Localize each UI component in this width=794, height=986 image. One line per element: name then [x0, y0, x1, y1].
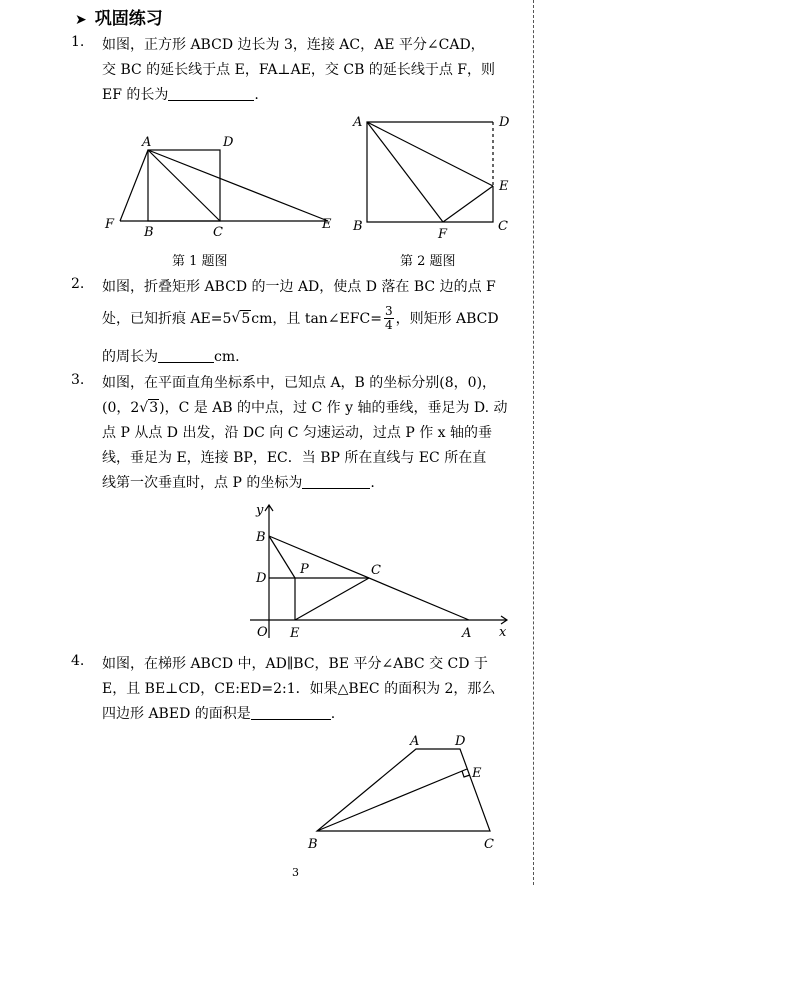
q3-label-x: x	[499, 625, 507, 640]
q2-line3-pre: 的周长为	[102, 349, 158, 365]
q3-line5-post: .	[370, 475, 375, 491]
q2-number: 2.	[71, 276, 85, 292]
q4-label-e: E	[472, 766, 482, 781]
q2-line2-mid: cm，且 tan∠EFC=	[251, 311, 382, 327]
q1-answer-blank	[168, 86, 254, 101]
page-number: 3	[292, 866, 299, 879]
q3-line5	[102, 472, 375, 492]
q1-line1: 如图，正方形 ABCD 边长为 3，连接 AC，AE 平分∠CAD，	[102, 37, 485, 53]
sqrt-sign: √	[139, 400, 149, 416]
q4-line2: E，且 BE⊥CD，CE:ED=2:1．如果△BEC 的面积为 2，那么	[102, 681, 496, 697]
q1-caption: 第 1 题图	[172, 254, 228, 269]
q2-fraction	[384, 305, 394, 332]
sqrt-sign: √	[231, 310, 241, 326]
q4-label-b: B	[308, 837, 318, 852]
q2-frac-numerator: 3	[384, 303, 393, 318]
q2-answer-blank	[158, 348, 214, 363]
q2-label-f: F	[438, 227, 448, 242]
q3-line3: 点 P 从点 D 出发，沿 DC 向 C 匀速运动，过点 P 作 x 轴的垂	[102, 425, 493, 441]
q3-line2-pre: (0，2	[102, 400, 140, 416]
q2-label-a: A	[353, 115, 363, 130]
q2-sqrt-radicand: 5	[241, 310, 251, 327]
q3-line5-pre: 线第一次垂直时，点 P 的坐标为	[102, 475, 303, 491]
q3-label-p: P	[300, 562, 309, 577]
q1-figure	[100, 130, 340, 240]
q3-label-e: E	[290, 626, 300, 641]
q1-label-f: F	[105, 217, 115, 232]
q4-label-d: D	[455, 734, 466, 749]
arrow-icon: ➤	[75, 12, 87, 28]
q1-label-d: D	[223, 135, 234, 150]
column-divider	[533, 0, 534, 885]
q3-label-b: B	[256, 530, 266, 545]
q4-number: 4.	[71, 653, 85, 669]
q2-line2-pre: 处，已知折痕 AE=5	[102, 311, 232, 327]
q3-line4: 线，垂足为 E，连接 BP，EC．当 BP 所在直线与 EC 所在直	[102, 450, 487, 466]
q4-line1: 如图，在梯形 ABCD 中，AD∥BC，BE 平分∠ABC 交 CD 于	[102, 656, 488, 672]
q2-line2	[102, 300, 499, 336]
q3-label-d: D	[256, 571, 267, 586]
q2-line1: 如图，折叠矩形 ABCD 的一边 AD，使点 D 落在 BC 边的点 F	[102, 279, 496, 295]
q3-line2	[102, 397, 508, 417]
q3-answer-blank	[302, 474, 370, 489]
q1-line3	[102, 84, 259, 104]
q1-line3-post: .	[254, 87, 259, 103]
q2-label-b: B	[353, 219, 363, 234]
q1-line3-pre: EF 的长为	[102, 87, 169, 103]
q2-figure	[350, 110, 520, 240]
q3-label-o: O	[257, 625, 268, 640]
q1-line2: 交 BC 的延长线于点 E，FA⊥AE，交 CB 的延长线于点 F，则	[102, 62, 495, 78]
q4-answer-blank	[251, 705, 331, 720]
q2-caption: 第 2 题图	[400, 254, 456, 269]
q4-label-c: C	[484, 837, 494, 852]
q2-line3-post: cm.	[214, 349, 240, 365]
section-title-text: 巩固练习	[94, 9, 163, 29]
q2-line3	[102, 346, 240, 366]
q3-label-c: C	[371, 563, 381, 578]
q3-line2-post: )，C 是 AB 的中点，过 C 作 y 轴的垂线，垂足为 D. 动	[159, 400, 508, 416]
q3-figure	[245, 500, 515, 640]
q4-line3-post: .	[330, 706, 336, 722]
q1-label-e: E	[322, 217, 332, 232]
q3-label-y: y	[256, 503, 264, 518]
q3-sqrt-radicand: 3	[149, 400, 159, 416]
q2-line2-post: ，则矩形 ABCD	[395, 311, 499, 327]
q2-label-e: E	[499, 179, 509, 194]
q1-label-b: B	[144, 225, 154, 240]
q4-line3	[102, 703, 335, 723]
q1-number: 1.	[71, 34, 85, 50]
q2-frac-denominator: 4	[384, 317, 393, 332]
q4-figure	[300, 728, 510, 856]
q3-label-a: A	[462, 626, 472, 641]
q1-label-a: A	[142, 135, 152, 150]
q3-line1: 如图，在平面直角坐标系中，已知点 A，B 的坐标分别(8，0)，	[102, 375, 497, 391]
q3-number: 3.	[71, 372, 85, 388]
section-title	[75, 4, 163, 29]
q2-label-c: C	[498, 219, 508, 234]
q4-line3-pre: 四边形 ABED 的面积是	[102, 706, 251, 722]
q1-label-c: C	[213, 225, 223, 240]
q4-label-a: A	[410, 734, 420, 749]
q2-label-d: D	[499, 115, 510, 130]
